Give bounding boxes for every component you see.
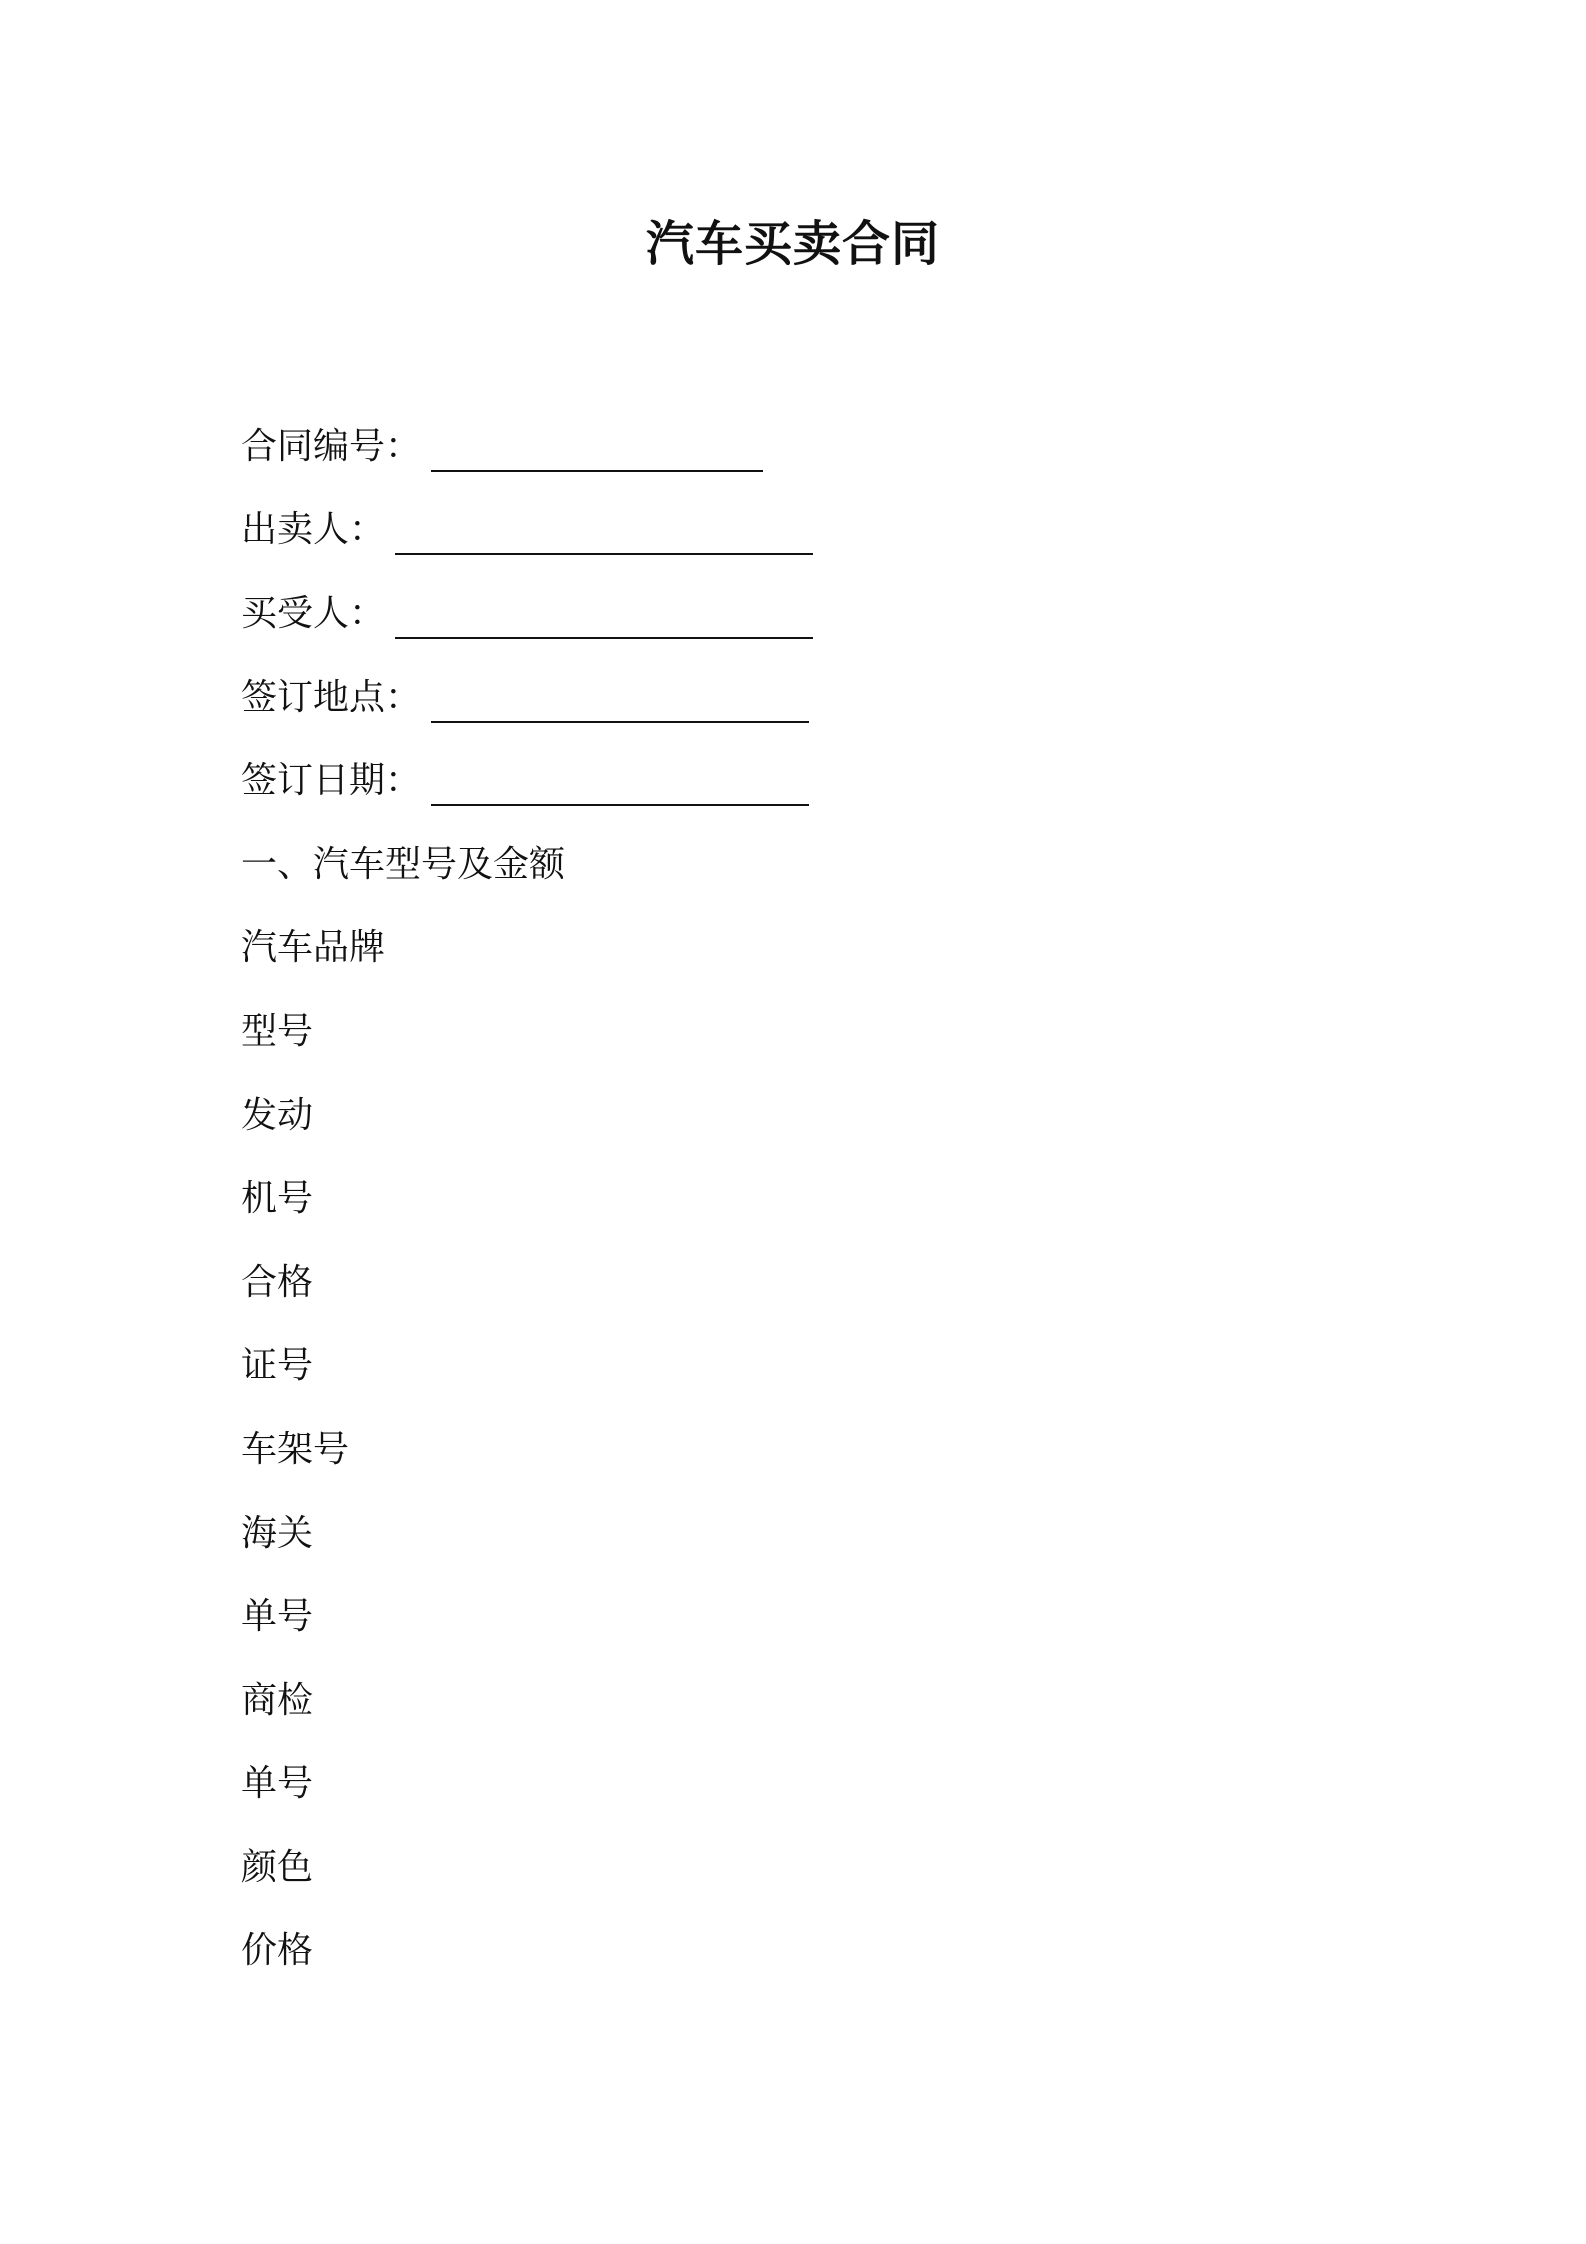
item-line: 汽车品牌 (241, 927, 386, 969)
seller-label: 出卖人： (241, 509, 386, 551)
item-line: 机号 (241, 1178, 314, 1220)
item-line: 单号 (241, 1763, 314, 1805)
item-line: 车架号 (241, 1428, 350, 1470)
contract-number-row (241, 405, 1341, 489)
signing-place-row (241, 656, 1341, 740)
item-line: 颜色 (241, 1846, 314, 1888)
signing-place-blank (431, 693, 809, 723)
item-line: 单号 (241, 1596, 314, 1638)
signing-date-label: 签订日期： (241, 760, 422, 802)
document-title: 汽车买卖合同 (645, 216, 940, 272)
contract-body (241, 405, 1341, 1993)
seller-row (241, 489, 1341, 573)
item-line: 价格 (241, 1930, 314, 1972)
buyer-blank (395, 609, 813, 639)
signing-place-label: 签订地点： (241, 676, 422, 718)
seller-blank (395, 525, 813, 555)
item-line: 合格 (241, 1261, 314, 1303)
buyer-row (241, 572, 1341, 656)
item-line: 型号 (241, 1010, 314, 1052)
item-line: 证号 (241, 1345, 314, 1387)
item-line: 商检 (241, 1679, 314, 1721)
signing-date-row (241, 739, 1341, 823)
item-line: 发动 (241, 1094, 314, 1136)
contract-number-blank (431, 442, 763, 472)
signing-date-blank (431, 776, 809, 806)
contract-number-label: 合同编号： (241, 425, 422, 467)
buyer-label: 买受人： (241, 592, 386, 634)
item-line: 海关 (241, 1512, 314, 1554)
section-heading: 一、汽车型号及金额 (241, 843, 566, 885)
